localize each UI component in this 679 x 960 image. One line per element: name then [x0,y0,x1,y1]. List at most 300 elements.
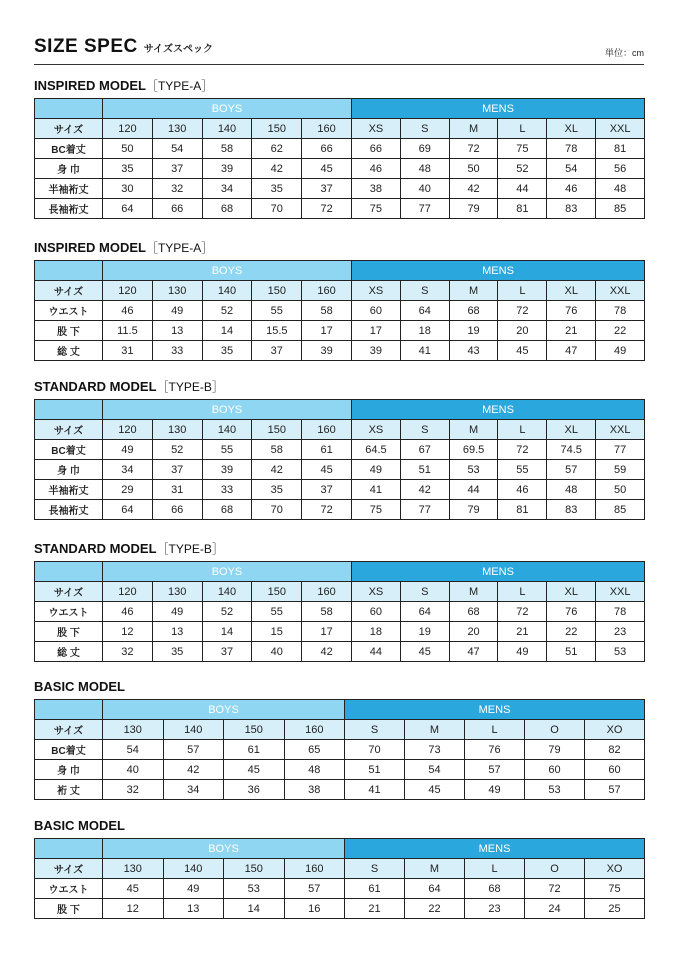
measurement-cell: 31 [152,480,202,500]
measurement-cell: 54 [547,159,596,179]
measurement-cell: 41 [345,780,405,800]
measurement-cell: 14 [224,899,285,919]
boys-size-cell: 160 [284,720,345,740]
mens-size-cell: L [498,119,547,139]
measurement-cell: 41 [352,480,401,500]
measurement-label: 総 丈 [35,642,103,662]
measurement-cell: 53 [224,879,285,899]
measurement-cell: 21 [498,622,547,642]
size-row [35,119,645,139]
size-table [34,399,645,520]
measurement-cell: 19 [449,321,498,341]
measurement-cell: 62 [252,139,302,159]
size-section [34,379,644,517]
mens-size-cell: M [449,420,498,440]
measurement-cell: 81 [498,199,547,219]
measurement-label: 身 巾 [35,460,103,480]
measurement-cell: 42 [400,480,449,500]
measurement-cell: 44 [449,480,498,500]
measurement-cell: 20 [498,321,547,341]
measurement-cell: 72 [302,199,352,219]
mens-size-cell: M [405,859,465,879]
measurement-cell: 79 [525,740,585,760]
mens-size-cell: S [400,420,449,440]
mens-size-cell: S [345,859,405,879]
measurement-cell: 64 [405,879,465,899]
mens-size-cell: XS [352,281,401,301]
measurement-cell: 45 [302,460,352,480]
measurement-cell: 64 [103,500,153,520]
mens-size-cell: XS [352,582,401,602]
measurement-cell: 35 [202,341,252,361]
measurement-cell: 45 [405,780,465,800]
measurement-cell: 35 [152,642,202,662]
measurement-cell: 42 [302,642,352,662]
measurement-cell: 51 [400,460,449,480]
measurement-cell: 39 [202,159,252,179]
measurement-cell: 77 [400,199,449,219]
size-table [34,260,645,361]
measurement-label: BC着丈 [35,740,103,760]
size-table [34,699,645,800]
measurement-cell: 40 [400,179,449,199]
boys-size-cell: 150 [224,720,285,740]
measurement-cell: 19 [400,622,449,642]
measurement-cell: 69 [400,139,449,159]
measurement-cell: 54 [405,760,465,780]
title-text: SIZE SPEC [34,36,138,57]
measurement-cell: 42 [449,179,498,199]
boys-size-cell: 120 [103,281,153,301]
measurement-cell: 49 [152,301,202,321]
measurement-row [35,780,645,800]
size-section [34,78,644,216]
measurement-cell: 40 [103,760,164,780]
measurement-cell: 52 [498,159,547,179]
page-subtitle: サイズスペック [143,44,213,55]
measurement-cell: 46 [352,159,401,179]
mens-size-cell: M [449,119,498,139]
measurement-cell: 13 [152,321,202,341]
measurement-cell: 46 [547,179,596,199]
measurement-cell: 83 [547,199,596,219]
measurement-cell: 24 [525,899,585,919]
measurement-cell: 61 [345,879,405,899]
measurement-cell: 72 [498,440,547,460]
group-header-blank [35,400,103,420]
boys-header: BOYS [103,99,352,119]
measurement-cell: 65 [284,740,345,760]
measurement-cell: 47 [547,341,596,361]
measurement-cell: 39 [202,460,252,480]
measurement-cell: 16 [284,899,345,919]
boys-size-cell: 160 [302,119,352,139]
size-row-label: サイズ [35,720,103,740]
mens-header: MENS [352,99,645,119]
size-table [34,838,645,919]
measurement-cell: 50 [596,480,645,500]
size-row-label: サイズ [35,281,103,301]
measurement-cell: 38 [352,179,401,199]
group-header-blank [35,562,103,582]
measurement-cell: 76 [547,602,596,622]
mens-size-cell: S [400,281,449,301]
measurement-cell: 13 [163,899,224,919]
measurement-cell: 43 [449,341,498,361]
boys-size-cell: 130 [152,582,202,602]
mens-size-cell: XL [547,582,596,602]
mens-size-cell: O [525,859,585,879]
measurement-cell: 61 [224,740,285,760]
mens-size-cell: L [465,720,525,740]
measurement-cell: 42 [252,460,302,480]
measurement-cell: 77 [400,500,449,520]
measurement-cell: 60 [352,301,401,321]
measurement-cell: 21 [345,899,405,919]
size-row [35,420,645,440]
measurement-cell: 35 [103,159,153,179]
size-row-label: サイズ [35,859,103,879]
boys-size-cell: 120 [103,119,153,139]
measurement-cell: 67 [400,440,449,460]
boys-size-cell: 140 [202,119,252,139]
measurement-cell: 75 [352,500,401,520]
mens-size-cell: M [405,720,465,740]
measurement-row [35,460,645,480]
group-header-row [35,562,645,582]
measurement-cell: 55 [252,301,302,321]
measurement-row [35,480,645,500]
measurement-cell: 32 [103,780,164,800]
measurement-cell: 61 [302,440,352,460]
measurement-cell: 34 [202,179,252,199]
group-header-blank [35,99,103,119]
measurement-cell: 72 [525,879,585,899]
size-table [34,561,645,662]
size-row [35,859,645,879]
mens-size-cell: S [345,720,405,740]
measurement-cell: 68 [449,602,498,622]
measurement-row [35,500,645,520]
measurement-cell: 13 [152,622,202,642]
measurement-cell: 34 [103,460,153,480]
measurement-cell: 48 [596,179,645,199]
boys-size-cell: 140 [202,582,252,602]
mens-size-cell: XL [547,281,596,301]
measurement-label: 長袖裄丈 [35,500,103,520]
mens-size-cell: XXL [596,582,645,602]
measurement-label: 長袖裄丈 [35,199,103,219]
measurement-cell: 41 [400,341,449,361]
measurement-cell: 17 [352,321,401,341]
section-title [34,541,644,557]
measurement-cell: 38 [284,780,345,800]
mens-size-cell: XS [352,119,401,139]
group-header-row [35,99,645,119]
measurement-cell: 54 [152,139,202,159]
measurement-cell: 22 [547,622,596,642]
page-header [34,34,644,65]
measurement-cell: 49 [465,780,525,800]
measurement-cell: 76 [547,301,596,321]
boys-size-cell: 160 [302,281,352,301]
group-header-blank [35,261,103,281]
boys-size-cell: 120 [103,420,153,440]
measurement-cell: 22 [596,321,645,341]
measurement-row [35,602,645,622]
measurement-cell: 44 [352,642,401,662]
measurement-row [35,159,645,179]
measurement-cell: 57 [585,780,645,800]
measurement-cell: 76 [465,740,525,760]
boys-size-cell: 120 [103,582,153,602]
model-name: BASIC MODEL [34,818,125,833]
section-title [34,379,644,395]
measurement-row [35,440,645,460]
measurement-cell: 49 [596,341,645,361]
measurement-cell: 85 [596,199,645,219]
measurement-cell: 83 [547,500,596,520]
measurement-cell: 53 [449,460,498,480]
size-section [34,240,644,358]
boys-header: BOYS [103,700,345,720]
model-name: STANDARD MODEL [34,379,157,394]
measurement-cell: 69.5 [449,440,498,460]
group-header-row [35,700,645,720]
measurement-cell: 32 [152,179,202,199]
measurement-cell: 66 [152,500,202,520]
mens-size-cell: M [449,582,498,602]
page-title [34,36,213,58]
mens-header: MENS [352,261,645,281]
measurement-cell: 72 [449,139,498,159]
measurement-cell: 68 [202,500,252,520]
measurement-cell: 32 [103,642,153,662]
mens-size-cell: XXL [596,281,645,301]
mens-size-cell: L [498,281,547,301]
measurement-label: BC着丈 [35,139,103,159]
measurement-label: 股 下 [35,321,103,341]
measurement-label: 身 巾 [35,159,103,179]
measurement-cell: 31 [103,341,153,361]
boys-size-cell: 130 [152,119,202,139]
boys-size-cell: 150 [252,281,302,301]
model-type: ［TYPE-A］ [145,241,214,255]
measurement-cell: 57 [163,740,224,760]
size-row [35,720,645,740]
measurement-cell: 37 [152,460,202,480]
boys-header: BOYS [103,261,352,281]
boys-size-cell: 150 [224,859,285,879]
measurement-cell: 70 [252,500,302,520]
measurement-cell: 64 [103,199,153,219]
measurement-cell: 52 [202,301,252,321]
size-section [34,541,644,659]
mens-size-cell: XL [547,119,596,139]
measurement-cell: 37 [252,341,302,361]
measurement-cell: 52 [202,602,252,622]
size-section [34,818,644,916]
size-row-label: サイズ [35,582,103,602]
measurement-cell: 37 [302,179,352,199]
measurement-cell: 75 [585,879,645,899]
size-row-label: サイズ [35,119,103,139]
size-row [35,281,645,301]
measurement-cell: 55 [202,440,252,460]
measurement-cell: 46 [103,301,153,321]
mens-size-cell: S [400,119,449,139]
measurement-cell: 45 [103,879,164,899]
boys-size-cell: 130 [152,420,202,440]
measurement-cell: 21 [547,321,596,341]
measurement-label: ウエスト [35,879,103,899]
measurement-cell: 68 [465,879,525,899]
measurement-cell: 34 [163,780,224,800]
boys-size-cell: 150 [252,582,302,602]
measurement-row [35,899,645,919]
boys-size-cell: 140 [202,281,252,301]
measurement-cell: 33 [202,480,252,500]
measurement-row [35,301,645,321]
measurement-cell: 85 [596,500,645,520]
measurement-cell: 14 [202,321,252,341]
measurement-cell: 15 [252,622,302,642]
measurement-cell: 53 [525,780,585,800]
measurement-label: 半袖裄丈 [35,179,103,199]
group-header-blank [35,839,103,859]
measurement-cell: 72 [498,602,547,622]
measurement-cell: 30 [103,179,153,199]
boys-size-cell: 160 [284,859,345,879]
measurement-cell: 45 [498,341,547,361]
size-section [34,679,644,797]
measurement-cell: 44 [498,179,547,199]
measurement-label: 裄 丈 [35,780,103,800]
measurement-cell: 66 [152,199,202,219]
measurement-row [35,622,645,642]
measurement-cell: 73 [405,740,465,760]
measurement-cell: 45 [302,159,352,179]
measurement-cell: 48 [400,159,449,179]
boys-size-cell: 140 [163,720,224,740]
model-name: INSPIRED MODEL [34,240,146,255]
measurement-cell: 64 [400,602,449,622]
measurement-row [35,879,645,899]
measurement-cell: 51 [345,760,405,780]
section-title [34,240,644,256]
boys-size-cell: 130 [103,859,164,879]
measurement-cell: 23 [465,899,525,919]
measurement-cell: 82 [585,740,645,760]
measurement-cell: 78 [547,139,596,159]
mens-size-cell: XO [585,720,645,740]
measurement-cell: 54 [103,740,164,760]
measurement-label: 身 巾 [35,760,103,780]
measurement-cell: 66 [302,139,352,159]
boys-size-cell: 130 [152,281,202,301]
measurement-cell: 78 [596,602,645,622]
measurement-cell: 58 [252,440,302,460]
measurement-cell: 58 [302,301,352,321]
group-header-row [35,839,645,859]
boys-header: BOYS [103,839,345,859]
boys-size-cell: 160 [302,420,352,440]
model-type: ［TYPE-B］ [156,542,224,556]
measurement-cell: 46 [498,480,547,500]
mens-size-cell: XXL [596,119,645,139]
measurement-cell: 45 [224,760,285,780]
measurement-cell: 55 [252,602,302,622]
section-title [34,78,644,94]
unit-label: 単位：cm [605,48,644,58]
mens-header: MENS [352,562,645,582]
measurement-row [35,642,645,662]
measurement-cell: 75 [352,199,401,219]
boys-size-cell: 160 [302,582,352,602]
measurement-cell: 64.5 [352,440,401,460]
boys-size-cell: 140 [202,420,252,440]
measurement-cell: 37 [202,642,252,662]
measurement-cell: 14 [202,622,252,642]
boys-size-cell: 130 [103,720,164,740]
boys-size-cell: 140 [163,859,224,879]
measurement-cell: 50 [449,159,498,179]
measurement-cell: 58 [302,602,352,622]
measurement-cell: 60 [352,602,401,622]
measurement-row [35,321,645,341]
measurement-cell: 12 [103,899,164,919]
measurement-cell: 39 [352,341,401,361]
measurement-cell: 42 [163,760,224,780]
mens-size-cell: O [525,720,585,740]
measurement-cell: 45 [400,642,449,662]
mens-size-cell: XS [352,420,401,440]
measurement-row [35,199,645,219]
measurement-cell: 33 [152,341,202,361]
mens-size-cell: S [400,582,449,602]
measurement-cell: 22 [405,899,465,919]
measurement-cell: 48 [547,480,596,500]
measurement-label: ウエスト [35,602,103,622]
measurement-cell: 51 [547,642,596,662]
measurement-cell: 60 [525,760,585,780]
measurement-cell: 57 [547,460,596,480]
group-header-row [35,261,645,281]
group-header-blank [35,700,103,720]
measurement-cell: 35 [252,480,302,500]
measurement-cell: 68 [202,199,252,219]
measurement-cell: 40 [252,642,302,662]
measurement-cell: 49 [498,642,547,662]
boys-header: BOYS [103,400,352,420]
measurement-cell: 17 [302,622,352,642]
measurement-cell: 81 [498,500,547,520]
measurement-label: ウエスト [35,301,103,321]
measurement-cell: 66 [352,139,401,159]
measurement-cell: 74.5 [547,440,596,460]
boys-size-cell: 150 [252,420,302,440]
mens-header: MENS [352,400,645,420]
measurement-cell: 55 [498,460,547,480]
model-name: STANDARD MODEL [34,541,157,556]
model-name: INSPIRED MODEL [34,78,146,93]
measurement-cell: 47 [449,642,498,662]
measurement-cell: 35 [252,179,302,199]
measurement-cell: 75 [498,139,547,159]
measurement-cell: 77 [596,440,645,460]
measurement-row [35,179,645,199]
mens-size-cell: L [498,420,547,440]
